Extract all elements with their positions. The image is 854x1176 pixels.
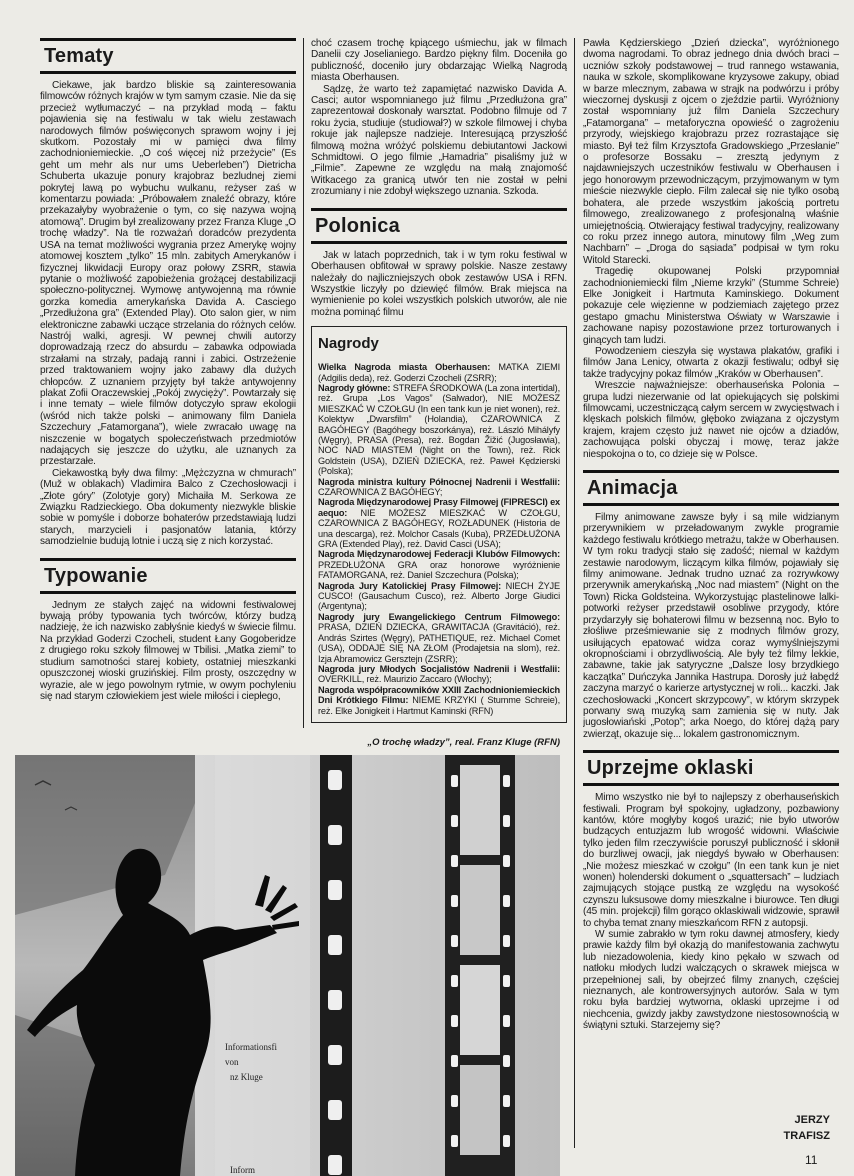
award-label: Nagroda Międzynarodowej Federacji Klubów Filmowych: (318, 549, 560, 560)
column-divider (574, 38, 575, 1148)
awards-box (311, 326, 567, 723)
award-text: PRASA, DZIEŃ DZIECKA, GRAWITACJA (Gravitáció), reż. András Szirtes (Węgry), PATHETIQUE, reż. Michael Comet (USA), ODDAJE SIĘ NA ZŁOM (Prodajetsia na slom), reż. Izja Abramowicz Gersztejn (ZSRR); (318, 622, 560, 664)
award-label: Nagroda jury Młodych Socjalistów Nadrenii i Westfalii: (318, 663, 560, 674)
award-entry (318, 477, 560, 498)
col3-paragraph-1: Pawła Kędzierskiego „Dzień dziecka”, wyróżnionego dwoma nagrodami. To obraz jednego dnia dwóch braci – uczniów szkoły podstawowej – trud rannego wstawania, nauka w szkole, skomplikowane kryzysowe zakupy, obiad w barze mlecznym, zabawa w strajk na podwórzu i próby wieczornej dyskusji z ojcem o zjeździe partii. Wyróżniony został wspomniany już film Daniela Szczechury „Fatamorgana” – metaforyczna opowieść o zagrożeniu przyrody, wiejskiego krajobrazu przez rozrastające się miasto. Był też film Krzysztofa Gradowskiego „Przesłanie” o profesorze Bossaku – zresztą jedynym z najdawniejszych uczestników festiwalu w Oberhausen i jego honorowym przewodniczącym, przyjmowanym w tym mieście niezwykle ciepło. Film zalecał się nie tylko osobą bohatera, ale przede wszystkim jakością portretu filmowego, zrealizowanego z profesjonalną właśnie umiejętnością. Otwierający festiwal tradycyjny, realizowany co roku przez innego autora, minutowy film „Weg zum Nachbarn” – „Droga do sąsiada” podpisał w tym roku Witold Starecki. (583, 38, 839, 266)
award-text: PRZEDŁUŻONA GRA oraz honorowe wyróżnienie FATAMORGANA, reż. Daniel Szczechura (Polska); (318, 559, 560, 581)
award-text: STREFA ŚRODKOWA (La zona intertidal), reż. Grupa „Los Vagos” (Salwador), NIE MOŻESZ MIESZKAĆ W CZOŁGU (In een tank kun je niet wonen), reż. Kolektyw „Dwarsfilm” (Holandia), CZAROWNICA Z BAGÓHEGY (Bagóhegy boszorkánya), reż. László Mihályfy (Węgry), PRASA (Presa), reż. Bogdan Žižić (Jugosławia), NOC NAD MIASTEM (Night on the Town), reż. Rick Goldstein (USA), DZIEŃ DZIECKA, reż. Paweł Kędzierski (Polska); (318, 382, 560, 477)
animacja-paragraph-1: Filmy animowane zawsze były i są mile widzianym przerywnikiem w przeładowanym zwykle programie każdego festiwalu krótkiego metrażu, także w Oberhausen. W tym roku tradycji stało się zadość; niemal w każdym zestawie narodowym, liczącym kilka filmów, pojawiały się filmy animowane. Jednak trudno uznać za rozrywkowy przerywnik amerykańską „Noc nad miastem” (Night on the Town) Ricka Goldsteina. Wykorzystując plastelinowe lalki-potworki reżyser przedstawił osobliwe przygody, które przydarzyły się bohaterowi filmu w bezsenną noc. Było to złośliwe prześmiewanie się z modnych filmów grozy, usiłujących epatować widza coraz wymyślniejszymi okropnościami i obrzydliwością. Ale były też filmy lekkie, zabawne, takie jak satyryczne „Dalsze losy brzydkiego kaczątka” Duńczyka Jannika Hastrupa. Dorosły już łabędź zaczyna marzyć o karierze artystycznej w roli... kaczki. Jak czechosłowacki „Koncert skrzypcowy”, w którym skrzypek porwany swą muzyką sam zamienia się w nuty. Jak jugosłowiański „Potop”; arka Noego, do której dążą pary zwierząt, okazuje się... lokalem gastronomicznym. (583, 512, 839, 740)
award-entry (318, 497, 560, 549)
award-entry (318, 549, 560, 580)
col3-paragraph-2: Tragedię okupowanej Polski przypomniał zachodnioniemiecki film „Nieme krzyki” (Stumme Schreie) Elke Jonigkeit i Hartmuta Kaminskiego. Dokument pokazuje cele więzienne w podziemiach zajętego przez gestapo gmachu Ministerstwa Oświaty w Warszawie i zachowane napisy pozostawione przez torturowanych i ginących tam ludzi. (583, 266, 839, 346)
column-3 (583, 38, 839, 1138)
award-label: Nagrody jury Ewangelickiego Centrum Filmowego: (318, 611, 560, 622)
col2-paragraph-2: Sądzę, że warto też zapamiętać nazwisko Davida A. Casci; autor wspomnianego już filmu „Przedłużona gra” zaprezentował doskonały warsztat. Podobno filmuje od 7 roku życia, studiuje (studiował?) w szkole filmowej i chyba rokuje jak najlepsze nadzieje. Interesującą przyszłość filmową można wróżyć polskiemu debiutantowi Jackowi Schmidtowi. O jego filmie „Hamadria” pisaliśmy już w „Filmie”. Zapewne ze względu na małą znajomość Witkacego za granicą utwór ten nie został w pełni zrozumiany i nie zdobył większego uznania. Szkoda. (311, 83, 567, 198)
award-entry (318, 664, 560, 685)
photo-text-2: von (225, 1057, 239, 1067)
uprzejme-paragraph-1: Mimo wszystko nie był to najlepszy z oberhauseńskich festiwali. Program był spokojny, ugładzony, pozbawiony kantów, które mogłyby kogoś urazić; nie było utworów budzących entuzjazm lub wrogość widowni. Właściwie tylko jeden film rzeczywiście poruszył publiczność i skłonił do burzliwej owacji, jak niegdyś bywało w Oberhausen: „Nie możesz mieszkać w czołgu” (In een tank kun je niet wonen) holenderski dokument o „squattersach” – ludziach zajmujących stojące pustką ze względu na wysokość czynszu luksusowe domy mieszkalne i biurowce. Ten długi (45 min. projekcji) film gorąco oklaskiwali widzowie, sprawił to chyba temat znany mieszkańcom RFN z autopsji. (583, 792, 839, 929)
author-first-name: JERZY (794, 1114, 830, 1126)
award-text: OVERKILL, reż. Maurizio Zaccaro (Włochy); (318, 674, 492, 685)
page-number: 11 (805, 1153, 818, 1167)
awards-heading: Nagrody (318, 335, 379, 353)
award-text: NIECH ŻYJE CUSCO! (Gausachum Cusco), reż. Alberto Jorge Giudici (Argentyna); (318, 580, 560, 612)
award-text: CZAROWNICA Z BAGÓHEGY; (318, 487, 443, 497)
photo-text-4: Inform (230, 1165, 255, 1175)
award-entry (318, 685, 560, 716)
column-divider (303, 38, 304, 728)
column-2 (311, 38, 567, 728)
award-label: Nagroda Międzynarodowej Prasy Filmowej (FIPRESCI) ex aequo: (318, 497, 560, 518)
column-1 (40, 38, 296, 728)
section-heading-animacja: Animacja (583, 470, 839, 506)
tematy-paragraph-2: Ciekawostką były dwa filmy: „Mężczyzna w chmurach” (Muž w oblakach) Vladimira Balco z Czechosłowacji i „Złote góry” (Zolotyje gory) Michaiła M. Serkowa ze Związku Radzieckiego. Oba dokumenty niezwykle bliskie sobie w pomyśle i doborze bohaterów przedstawiają ludzi starych, marzycieli i pasjonatów latania, którzy samodzielnie budują lotnie i uczą się z nich korzystać. (40, 467, 296, 548)
award-text: NIEME KRZYKI ( Stumme Schreie), reż. Elke Jonigkeit i Hartmut Kaminski (RFN) (318, 695, 560, 716)
section-heading-uprzejme-oklaski: Uprzejme oklaski (583, 750, 839, 786)
award-entry (318, 362, 560, 383)
photo-caption: „O trochę władzy”, real. Franz Kluge (RFN) (367, 737, 560, 748)
award-entry (318, 581, 560, 612)
film-still-image (15, 755, 560, 1176)
award-entry (318, 383, 560, 477)
award-label: Nagroda Jury Katolickiej Prasy Filmowej: (318, 580, 502, 591)
col3-paragraph-3: Powodzeniem cieszyła się wystawa plakatów, grafiki i filmów Jana Lenicy, otwarta z okazji festiwalu; odbył się także tradycyjny pokaz filmów „Kraków w Oberhausen”. (583, 345, 839, 380)
film-still-photo (15, 755, 560, 1176)
section-heading-typowanie: Typowanie (40, 558, 296, 594)
award-label: Nagroda współpracowników XXIII Zachodnioniemieckich Dni Krótkiego Filmu: (318, 684, 560, 706)
award-label: Nagrody główne: (318, 382, 391, 393)
author-last-name: TRAFISZ (783, 1130, 830, 1142)
author-signature (740, 1112, 830, 1144)
polonica-paragraph-1: Jak w latach poprzednich, tak i w tym roku festiwal w Oberhausen obfitował w sprawy polskie. Nasze zestawy należały do najliczniejszych obok zestawów USA i RFN. Wszystkie liczyły po dziewięć filmów. Brak miejsca na wymienienie po kolei wszystkich polskich utworów, ale nie można pominąć filmu (311, 249, 567, 318)
section-heading-polonica: Polonica (311, 208, 567, 244)
typowanie-paragraph-1: Jednym ze stałych zajęć na widowni festiwalowej bywają próby typowania tych twórców, którzy budzą nadzieję, że ich nazwisko zabłyśnie kiedyś w świecie filmu. Na przykład Goderzi Czocheli, student Łany Gogoberidze z drugiego roku szkoły filmowej w Tbilisi. „Matka ziemi” to studium samotności starej kobiety, ostatniej mieszkanki opuszczonej wioski gruzińskiej. Film prosty, oszczędny w wyrazie, ale w jego powolnym rytmie, w owym pochyleniu się nad starym człowiekiem jest wiele miłości i ciepłego, (40, 599, 296, 702)
section-heading-tematy: Tematy (40, 38, 296, 74)
award-text: NIE MOŻESZ MIESZKAĆ W CZOŁGU, CZAROWNICA Z BAGÓHEGY, ROZŁADUNEK (Historia de una descarga), reż. Molchor Casals (Kuba), PRZEDŁUŻONA GRA (Extended Play), reż. David Casci (USA); (318, 507, 560, 550)
photo-text-3: nz Kluge (230, 1072, 263, 1082)
photo-text-1: Informationsfi (225, 1042, 277, 1052)
award-text: MATKA ZIEMI (Adgilis deda), reż. Goderzi Czocheli (ZSRR); (318, 362, 561, 383)
col2-paragraph-1: choć czasem trochę kpiącego uśmiechu, jak w filmach Danelii czy Joselianiego. Bardzo piękny film. Doceniła go publiczność, doceniło jury obdarzając Wielką Nagrodą miasta Oberhausen. (311, 38, 567, 84)
uprzejme-paragraph-2: W sumie zabrakło w tym roku dawnej atmosfery, kiedy prawie każdy film był okazją do manifestowania zachwytu lub niezadowolenia, kiedy kino pękało w szwach od natłoku młodych ludzi walczących o skrawek miejsca w przepełnionej sali, by obejrzeć filmy znanych, częściej nieznanych, ale kontrowersyjnych autorów. Sala w tym roku była bardziej wytworna, oklaski uprzejme i od niechcenia, gwizdy jakby zawstydzone niestosownością w świątyni sztuki. Starzejemy się? (583, 929, 839, 1032)
col3-paragraph-4: Wreszcie najważniejsze: oberhauseńska Polonia – grupa ludzi niezerwanie od lat opiekujących się polskimi filmowcami, uczestniczącą całym sercem w zwycięstwach i klęskach polskich filmów, głęboko związana z ojczystym krajem, krajem często już nawet nie ojców a dziadów, zachowująca polski obyczaj i mowę, teraz jakże niespokojna o to, co dzieje się w Polsce. (583, 380, 839, 460)
award-entry (318, 612, 560, 664)
tematy-paragraph-1: Ciekawe, jak bardzo bliskie są zainteresowania filmowców różnych krajów w tym samym czasie. Nie da się przecież wytłumaczyć – na przykład modą – faktu pojawienia się na festiwalu w tak wielu zestawach narodowych filmów poświęconych sprawom wojny i jej skutkom. Pozostały mi w pamięci dwa filmy zachodnioniemieckie. „O coś więcej niż przeżycie” (Es geht um mehr als nur ums Ueberleben”) Dietricha Schuberta ukazuje ponury krajobraz bezludnej ziemi pokrytej lawą po wybuchu wulkanu, reżyser zaś w komentarzu powiada: „Próbowałem znaleźć obrazy, które przekazałyby wyobrażenie o tym, co się nazywa wojną atomową”. Drugim był zrealizowany przez Franza Kluge „O trochę władzy”. Na tle rozważań doradców prezydenta USA na temat możliwości wygrania przez Amerykę wojny atomowej kosztem „tylko” 15 mln. zabitych Amerykanów i fizycznej likwidacji Europy oraz połowy ZSRR, stawia pytanie o możliwość zapobieżenia grożącej destabilizacji społeczno-politycznej. Wymowę antywojenną ma równie gorzka komedia amerykańska Davida A. Casciego „Przedłużona gra” (Extended Play). Oto salon gier, w nim elektroniczne zabawki uczące strzelania do różnych celów. Nastrój walki, agresji. W pewnej chwili autorzy doprowadzają rzecz do absurdu – zabawka odpowiada strzałami na strzały, padają ranni i zabici. Ostrzeżenie przed traktowaniem wojny jako zabawy dla dużych chłopców. Z uznaniem przyjęty był także antywojenny plakat Zofii Oraczewskiej „Pokój zwycięży”. Powtarzały się i inne tematy – wiele filmów dotyczyło spraw ekologii (wśród nich także polski – animowany film Daniela Szczechury „Fatamorgana”), wiele zwracało uwagę na niszczenie w bogatych społeczeństwach przedmiotów nadających się jeszcze do użytku, ale uznanych za przestarzałe. (40, 80, 296, 468)
award-label: Wielka Nagroda miasta Oberhausen: (318, 362, 491, 373)
award-label: Nagroda ministra kultury Północnej Nadrenii i Westfalii: (318, 476, 560, 487)
